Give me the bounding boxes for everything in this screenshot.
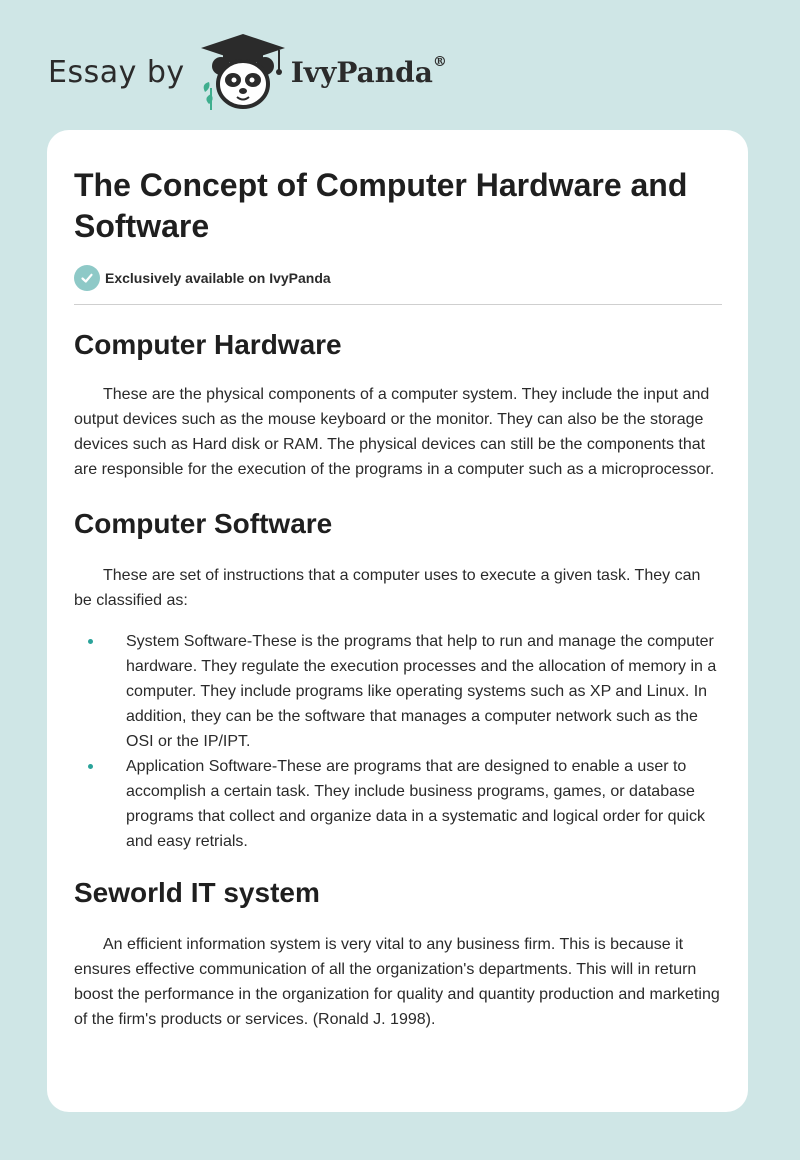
list-item-text: System Software-These is the programs that help to run and manage the computer hardware. They regulate the execution processes and the allocation of memory in a computer. They include programs like operating systems such as XP and Linux. In addition, they can be the software that manages a computer network such as the OSI or the IP/IPT. bbox=[126, 633, 717, 750]
essay-title: The Concept of Computer Hardware and Software bbox=[74, 167, 688, 244]
section-paragraph: An efficient information system is very vital to any business firm. This is because it ensures effective communication of all the organization's departments. This will in return boost the performance in the organization for quality and quantity production and marketing of the firm's products or services. (Ronald J. 1998). bbox=[74, 936, 720, 1028]
classification-list bbox=[74, 629, 722, 854]
brand-name-text: IvyPanda bbox=[290, 55, 433, 89]
section-heading: Computer Hardware bbox=[74, 329, 342, 360]
section-paragraph: These are the physical components of a computer system. They include the input and output devices such as the mouse keyboard or the monitor. They can also be the storage devices such as Hard disk or RAM. The physical devices can still be the components that are responsible for the execution of the programs in a computer such as a microprocessor. bbox=[74, 386, 715, 478]
brand-prefix: Essay by bbox=[48, 54, 185, 90]
title-divider bbox=[74, 304, 722, 305]
panda-graduate-icon bbox=[199, 32, 287, 112]
section-heading: Computer Software bbox=[74, 508, 333, 539]
availability-text: Exclusively available on IvyPanda bbox=[105, 270, 331, 286]
registered-mark: ® bbox=[432, 53, 447, 70]
brand-name bbox=[290, 53, 447, 89]
section-paragraph: These are set of instructions that a computer uses to execute a given task. They can be classified as: bbox=[74, 567, 701, 609]
bullet-icon bbox=[88, 639, 93, 644]
list-item-text: Application Software-These are programs that are designed to enable a user to accomplish a certain task. They include business programs, games, or database programs that collect and organize data in a systematic and logical order for quick and easy retrials. bbox=[126, 758, 705, 850]
brand-header bbox=[48, 32, 447, 112]
essay-card bbox=[47, 130, 748, 1112]
section-heading: Seworld IT system bbox=[74, 877, 320, 908]
list-item bbox=[74, 629, 722, 754]
check-circle-icon bbox=[74, 265, 100, 291]
bullet-icon bbox=[88, 764, 93, 769]
availability-badge bbox=[74, 265, 722, 291]
list-item bbox=[74, 754, 722, 854]
